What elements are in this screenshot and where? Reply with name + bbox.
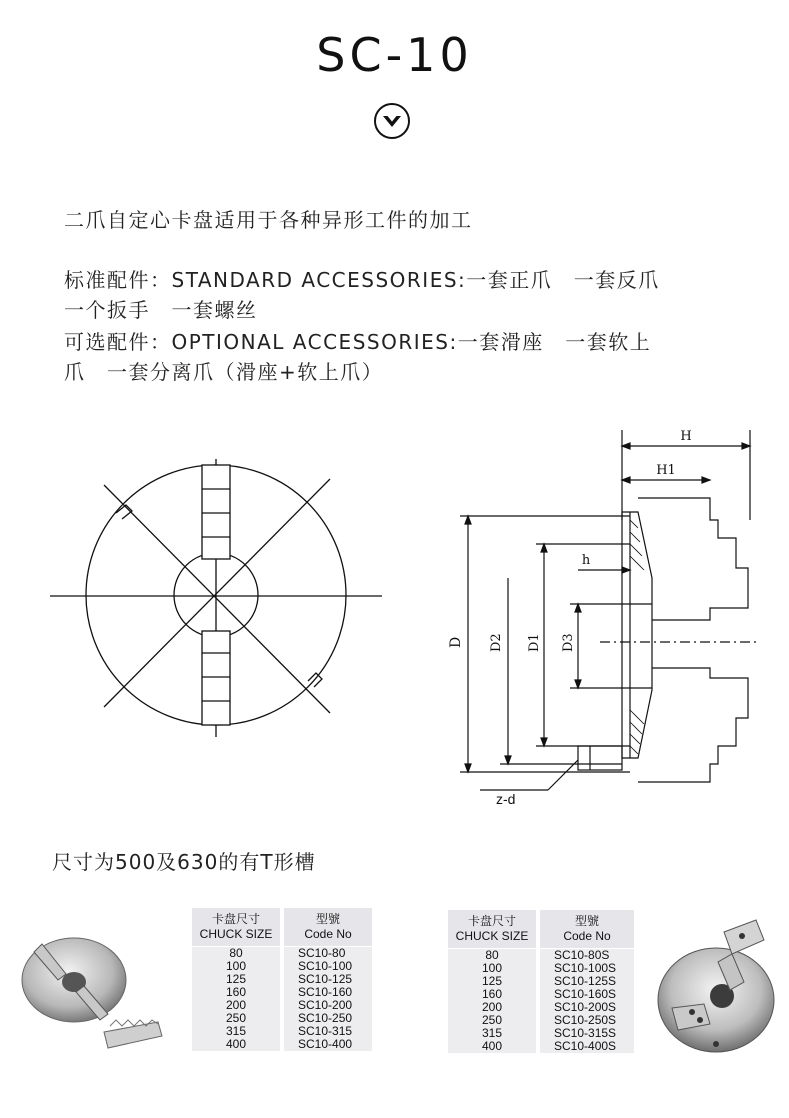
chuck-side-view-drawing (440, 420, 770, 820)
description-line: 二爪自定心卡盘适用于各种异形工件的加工 (64, 208, 473, 232)
table-row: 100 SC10-100S (448, 962, 634, 975)
table-row: 200 SC10-200 (192, 999, 372, 1012)
table-row: 400 SC10-400 (192, 1038, 372, 1051)
table-row: 125 SC10-125 (192, 973, 372, 986)
table-row: 315 SC10-315 (192, 1025, 372, 1038)
chevron-down-circle-icon[interactable] (373, 102, 411, 140)
optional-accessories: 可选配件：OPTIONAL ACCESSORIES:一套滑座 一套软上 (64, 330, 652, 354)
page-title: SC-10 (316, 28, 473, 82)
table-row: 160 SC10-160S (448, 988, 634, 1001)
table-row: 80 SC10-80S (448, 949, 634, 963)
chuck-photo-right (652, 912, 780, 1062)
dimension-label-D: D (448, 636, 464, 648)
size-table-soft-jaw (448, 910, 634, 1053)
size-table-standard (192, 908, 372, 1051)
dimension-label-h: h (581, 553, 591, 568)
dimension-label-D1: D1 (527, 633, 542, 652)
standard-accessories: 标准配件：STANDARD ACCESSORIES:一套正爪 一套反爪 (64, 268, 660, 292)
chuck-photo-left (12, 920, 180, 1060)
optional-accessories-cont: 爪 一套分离爪（滑座+软上爪） (64, 360, 384, 384)
table-row: 160 SC10-160 (192, 986, 372, 999)
table-header-code: 型號 Code No (282, 908, 372, 947)
dimension-label-D3: D3 (561, 633, 576, 652)
dimension-label-D2: D2 (489, 633, 504, 652)
table-header-code: 型號 Code No (538, 910, 634, 949)
dimension-label-H1: H1 (656, 463, 676, 478)
table-header-size: 卡盘尺寸 CHUCK SIZE (448, 910, 538, 949)
table-header-size: 卡盘尺寸 CHUCK SIZE (192, 908, 282, 947)
table-row: 315 SC10-315S (448, 1027, 634, 1040)
t-slot-note: 尺寸为500及630的有T形槽 (52, 850, 316, 874)
dimension-label-H: H (680, 429, 692, 444)
table-row: 125 SC10-125S (448, 975, 634, 988)
standard-accessories-cont: 一个扳手 一套螺丝 (64, 298, 258, 322)
table-row: 250 SC10-250 (192, 1012, 372, 1025)
table-row: 400 SC10-400S (448, 1040, 634, 1053)
table-row: 100 SC10-100 (192, 960, 372, 973)
chuck-front-view-drawing (46, 455, 386, 745)
dimension-label-zd: z-d (496, 791, 516, 807)
table-row: 200 SC10-200S (448, 1001, 634, 1014)
table-row: 80 SC10-80 (192, 947, 372, 961)
table-row: 250 SC10-250S (448, 1014, 634, 1027)
